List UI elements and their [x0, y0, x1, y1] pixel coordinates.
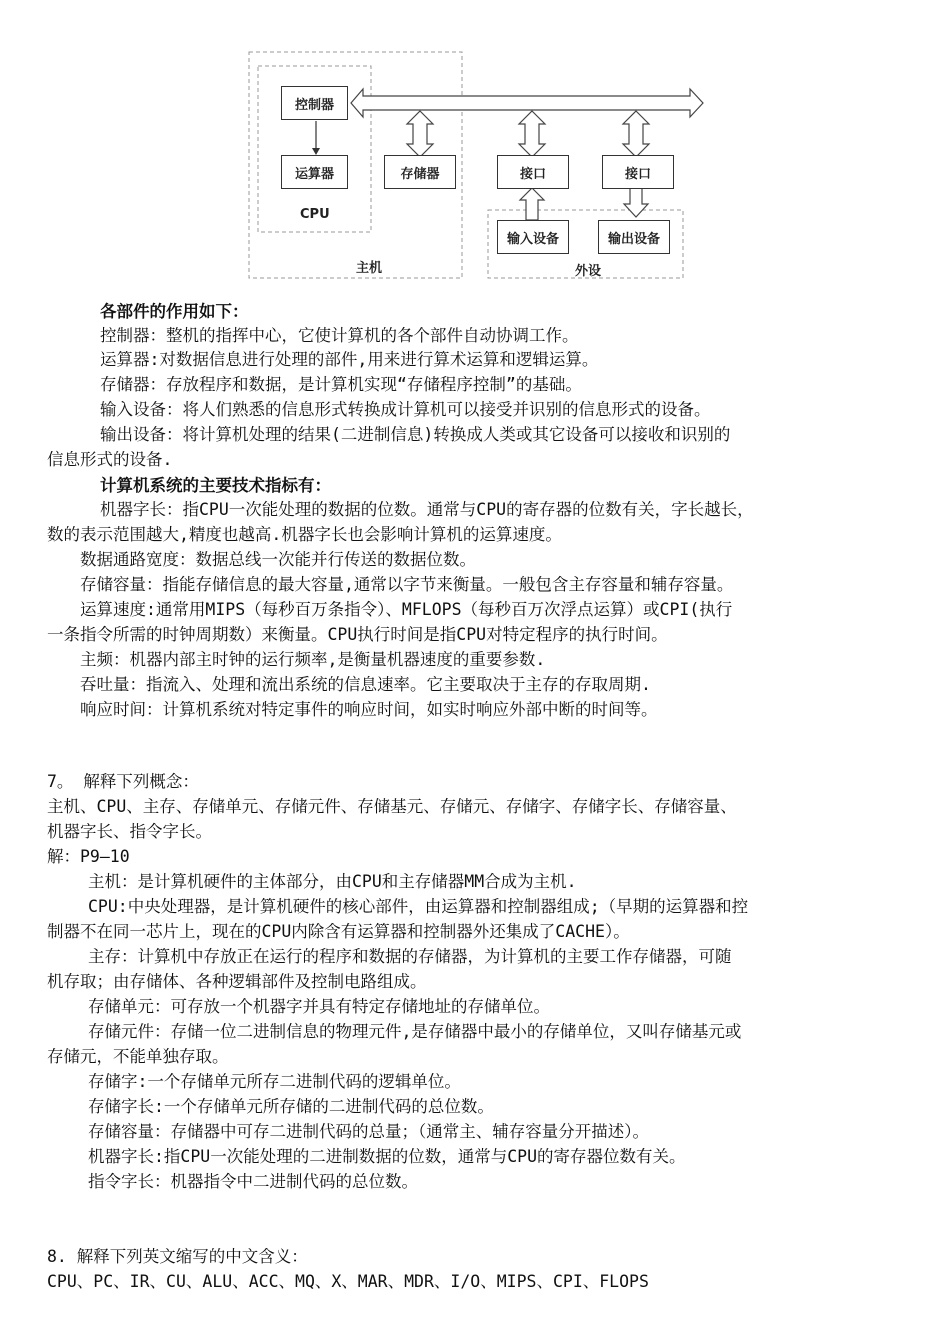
q7-answer-ref: 解：P9—10 — [47, 847, 130, 866]
peripheral-label: 外设 — [575, 264, 602, 279]
interface2-bus-arrow — [623, 111, 649, 157]
section1-item: 运算器:对数据信息进行处理的部件,用来进行算术运算和逻辑运算。 — [100, 350, 599, 369]
section2-line: 数据通路宽度：数据总线一次能并行传送的数据位数。 — [80, 550, 476, 569]
section1-item: 信息形式的设备. — [47, 450, 173, 469]
diagram-lines — [0, 0, 950, 300]
section2-line: 机器字长：指CPU一次能处理的数据的位数。通常与CPU的寄存器的位数有关，字长越长， — [100, 500, 754, 519]
section2-line: 运算速度:通常用MIPS（每秒百万条指令）、MFLOPS（每秒百万次浮点运算）或CPI(执行 — [80, 600, 733, 619]
section2-line: 一条指令所需的时钟周期数）来衡量。CPU执行时间是指CPU对特定程序的执行时间。 — [47, 625, 668, 644]
controller-box: 控制器 — [281, 86, 348, 120]
q7-answer-line: 存储字:一个存储单元所存二进制代码的逻辑单位。 — [88, 1072, 461, 1091]
q7-answer-line: 存储字长:一个存储单元所存储的二进制代码的总位数。 — [88, 1097, 494, 1116]
memory-box: 存储器 — [384, 155, 456, 189]
output-device-box: 输出设备 — [598, 220, 670, 254]
q8-abbreviations: CPU、PC、IR、CU、ALU、ACC、MQ、X、MAR、MDR、I/O、MIPS、CPI、FLOPS — [47, 1272, 649, 1291]
q7-answer-line: 主存：计算机中存放正在运行的程序和数据的存储器，为计算机的主要工作存储器，可随 — [88, 947, 732, 966]
host-label: 主机 — [356, 261, 383, 276]
q7-answer-line: 存储容量：存储器中可存二进制代码的总量；（通常主、辅存容量分开描述）。 — [88, 1122, 649, 1141]
q7-concepts-line2: 机器字长、指令字长。 — [47, 822, 212, 841]
output-arrow — [624, 188, 648, 217]
section2-line: 主频：机器内部主时钟的运行频率,是衡量机器速度的重要参数. — [80, 650, 546, 669]
section1-item: 控制器：整机的指挥中心，它使计算机的各个部件自动协调工作。 — [100, 326, 579, 345]
interface1-bus-arrow — [519, 111, 545, 157]
q7-answer-line: 主机：是计算机硬件的主体部分，由CPU和主存储器MM合成为主机. — [88, 872, 577, 891]
q7-answer-line: 存储单元：可存放一个机器字并具有特定存储地址的存储单位。 — [88, 997, 550, 1016]
q7-title: 7。 解释下列概念： — [47, 772, 199, 791]
section2-line: 存储容量：指能存储信息的最大容量,通常以字节来衡量。一般包含主存容量和辅存容量。 — [80, 575, 734, 594]
input-arrow — [520, 188, 544, 220]
input-device-box: 输入设备 — [497, 220, 569, 254]
section2-line: 数的表示范围越大,精度也越高.机器字长也会影响计算机的运算速度。 — [47, 525, 562, 544]
q7-answer-line: 制器不在同一芯片上，现在的CPU内除含有运算器和控制器外还集成了CACHE）。 — [47, 922, 630, 941]
q7-answer-line: 指令字长：机器指令中二进制代码的总位数。 — [88, 1172, 418, 1191]
q7-answer-line: CPU:中央处理器，是计算机硬件的核心部件，由运算器和控制器组成;（早期的运算器和控 — [88, 897, 749, 916]
section2-line: 吞吐量：指流入、处理和流出系统的信息速率。它主要取决于主存的存取周期. — [80, 675, 651, 694]
q7-concepts-line1: 主机、CPU、主存、存储单元、存储元件、存储基元、存储元、存储字、存储字长、存储容量、 — [47, 797, 737, 816]
section1-item: 存储器：存放程序和数据，是计算机实现“存储程序控制”的基础。 — [100, 375, 582, 394]
section1-item: 输入设备：将人们熟悉的信息形式转换成计算机可以接受并识别的信息形式的设备。 — [100, 400, 711, 419]
section2-line: 响应时间：计算机系统对特定事件的响应时间，如实时响应外部中断的时间等。 — [80, 700, 658, 719]
memory-bus-arrow — [407, 111, 433, 157]
q7-answer-line: 存储元，不能单独存取。 — [47, 1047, 229, 1066]
system-bus-arrow — [351, 89, 703, 117]
interface1-box: 接口 — [497, 155, 569, 189]
interface2-box: 接口 — [602, 155, 674, 189]
q7-answer-line: 存储元件：存储一位二进制信息的物理元件,是存储器中最小的存储单位，又叫存储基元或 — [88, 1022, 742, 1041]
section2-heading: 计算机系统的主要技术指标有： — [100, 476, 331, 495]
section1-heading: 各部件的作用如下： — [100, 302, 249, 321]
alu-box: 运算器 — [281, 155, 348, 189]
section1-item: 输出设备：将计算机处理的结果(二进制信息)转换成人类或其它设备可以接收和识别的 — [100, 425, 731, 444]
computer-structure-diagram — [0, 0, 950, 300]
q7-answer-line: 机器字长:指CPU一次能处理的二进制数据的位数，通常与CPU的寄存器位数有关。 — [88, 1147, 686, 1166]
q7-answer-line: 机存取；由存储体、各种逻辑部件及控制电路组成。 — [47, 972, 427, 991]
cpu-label: CPU — [300, 207, 330, 222]
q8-title: 8. 解释下列英文缩写的中文含义： — [47, 1247, 308, 1266]
